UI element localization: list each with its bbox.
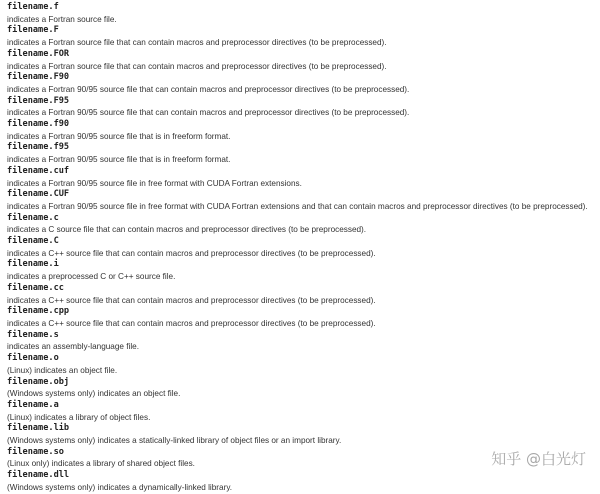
filename-label: filename.f90 xyxy=(7,119,70,130)
filename-label: filename.FOR xyxy=(7,48,70,59)
entry-lib xyxy=(7,423,597,446)
filename-description: indicates a Fortran 90/95 source file in free format with CUDA Fortran extensions. xyxy=(7,178,302,188)
entry-F95 xyxy=(7,96,597,119)
filename-label: filename.c xyxy=(7,212,59,223)
entry-i xyxy=(7,259,597,282)
filename-label: filename.CUF xyxy=(7,189,70,200)
filename-description: (Linux) indicates an object file. xyxy=(7,365,118,375)
filename-label: filename.lib xyxy=(7,423,70,434)
filename-label: filename.F xyxy=(7,25,59,36)
filename-description: indicates an assembly-language file. xyxy=(7,342,139,352)
filename-description: indicates a Fortran 90/95 source file that can contain macros and preprocessor directives (to be preprocessed). xyxy=(7,108,410,118)
filename-description: indicates a C++ source file that can contain macros and preprocessor directives (to be preprocessed). xyxy=(7,248,376,258)
filename-label: filename.s xyxy=(7,329,59,340)
filename-description: indicates a Fortran 90/95 source file that is in freeform format. xyxy=(7,131,231,141)
filename-description: indicates a Fortran 90/95 source file that is in freeform format. xyxy=(7,155,231,165)
filename-description: indicates a C++ source file that can contain macros and preprocessor directives (to be preprocessed). xyxy=(7,295,376,305)
filename-description: (Windows systems only) indicates an object file. xyxy=(7,389,181,399)
filename-label: filename.dll xyxy=(7,470,70,481)
entry-dll xyxy=(7,470,597,493)
entry-FOR xyxy=(7,49,597,72)
filename-label: filename.i xyxy=(7,259,59,270)
filename-label: filename.f xyxy=(7,2,59,12)
entry-f90 xyxy=(7,119,597,142)
filename-description: indicates a C++ source file that can contain macros and preprocessor directives (to be preprocessed). xyxy=(7,318,376,328)
filename-description: indicates a preprocessed C or C++ source file. xyxy=(7,272,176,282)
filename-description: indicates a Fortran source file that can contain macros and preprocessor directives (to be preprocessed). xyxy=(7,61,387,71)
filename-description: indicates a Fortran 90/95 source file that can contain macros and preprocessor directives (to be preprocessed). xyxy=(7,84,410,94)
filename-description: indicates a Fortran source file. xyxy=(7,14,117,24)
filename-description: indicates a Fortran source file that can contain macros and preprocessor directives (to be preprocessed). xyxy=(7,38,387,48)
filename-label: filename.F95 xyxy=(7,95,70,106)
entry-c xyxy=(7,213,597,236)
entry-cc xyxy=(7,283,597,306)
filename-label: filename.cpp xyxy=(7,306,70,317)
filename-label: filename.C xyxy=(7,236,59,247)
zhihu-watermark: 知乎 @白光灯 xyxy=(491,450,586,468)
filename-label: filename.f95 xyxy=(7,142,70,153)
entry-F xyxy=(7,25,597,48)
filename-description: (Linux) indicates a library of object files. xyxy=(7,412,151,422)
entry-CUF xyxy=(7,189,597,212)
filename-label: filename.F90 xyxy=(7,72,70,83)
entry-a xyxy=(7,400,597,423)
entry-F90 xyxy=(7,72,597,95)
filename-label: filename.o xyxy=(7,353,59,364)
filename-label: filename.cc xyxy=(7,282,64,293)
entry-C xyxy=(7,236,597,259)
filename-description: (Linux only) indicates a library of shared object files. xyxy=(7,459,195,469)
entry-obj xyxy=(7,377,597,400)
filename-label: filename.obj xyxy=(7,376,70,387)
entry-f xyxy=(7,2,597,25)
filename-label: filename.a xyxy=(7,399,59,410)
entry-cpp xyxy=(7,306,597,329)
filename-label: filename.so xyxy=(7,446,64,457)
filename-description: (Windows systems only) indicates a statically-linked library of object files or an import library. xyxy=(7,436,342,446)
filename-label: filename.cuf xyxy=(7,165,70,176)
filename-description: (Windows systems only) indicates a dynamically-linked library. xyxy=(7,482,233,492)
entry-o xyxy=(7,353,597,376)
entry-cuf xyxy=(7,166,597,189)
entry-f95 xyxy=(7,142,597,165)
file-extension-list xyxy=(7,2,597,494)
filename-description: indicates a Fortran 90/95 source file in free format with CUDA Fortran extensions and that can contain macros and preprocessor directives (to be preprocessed). xyxy=(7,201,588,211)
entry-s xyxy=(7,330,597,353)
filename-description: indicates a C source file that can contain macros and preprocessor directives (to be preprocessed). xyxy=(7,225,367,235)
